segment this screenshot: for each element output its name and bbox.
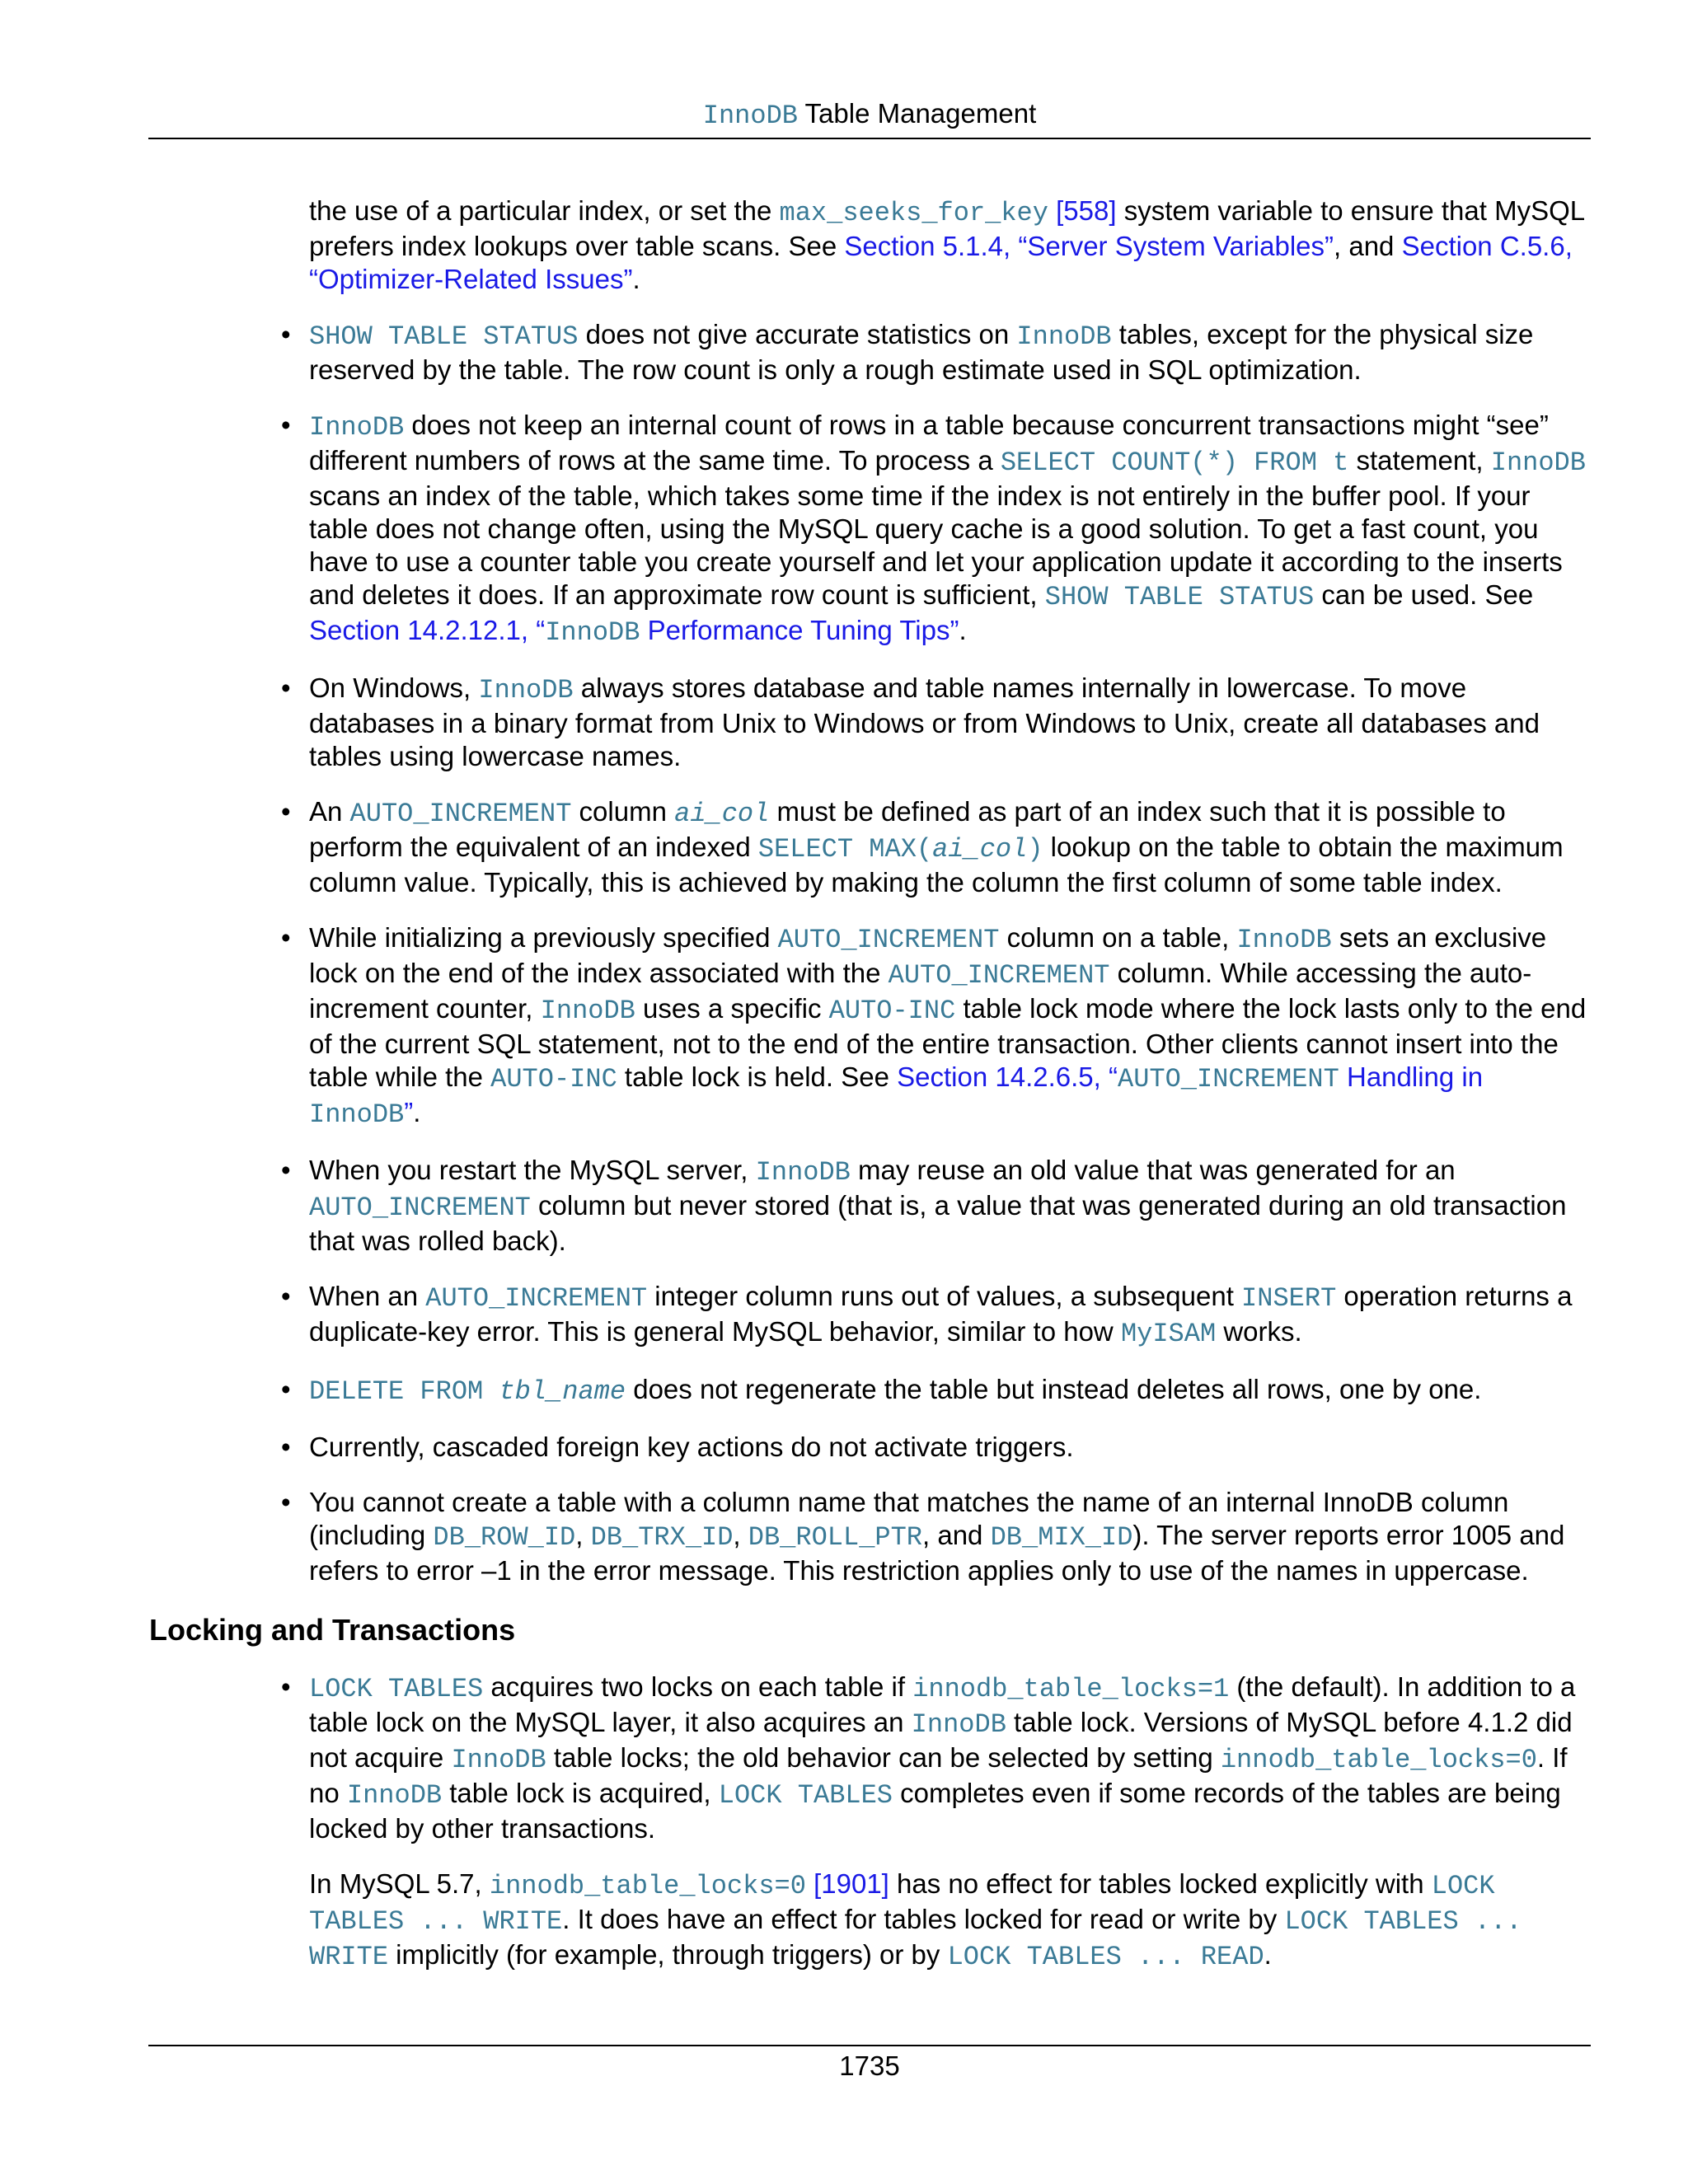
link-code: AUTO_INCREMENT bbox=[1117, 1064, 1339, 1094]
header-rule bbox=[148, 138, 1591, 139]
page-number: 1735 bbox=[839, 2050, 900, 2081]
code-max-seeks-for-key: max_seeks_for_key bbox=[779, 198, 1048, 228]
text: column but never stored (that is, a value that was generated during an old transaction that was rolled back). bbox=[309, 1190, 1567, 1256]
link-558[interactable]: [558] bbox=[1048, 195, 1117, 226]
text: statement, bbox=[1348, 445, 1491, 476]
page-header bbox=[148, 97, 1591, 133]
code: InnoDB bbox=[540, 996, 635, 1026]
link-server-system-variables[interactable]: Section 5.1.4, “Server System Variables” bbox=[844, 231, 1334, 261]
code: LOCK TABLES bbox=[718, 1780, 893, 1811]
text: . bbox=[959, 615, 967, 645]
code: MyISAM bbox=[1120, 1319, 1217, 1349]
text: does not give accurate statistics on bbox=[578, 319, 1017, 349]
list-item bbox=[309, 1280, 1595, 1351]
code: LOCK TABLES ... WRITE bbox=[309, 1906, 1522, 1972]
code: AUTO_INCREMENT bbox=[888, 960, 1110, 991]
header-code: InnoDB bbox=[702, 101, 798, 131]
code: DB_TRX_ID bbox=[590, 1522, 734, 1553]
text: Currently, cascaded foreign key actions do not activate triggers. bbox=[309, 1432, 1074, 1462]
text: , bbox=[733, 1520, 748, 1550]
code: LOCK TABLES bbox=[309, 1674, 484, 1704]
text: must be defined as part of an index such that it is possible to perform the equivalent of an indexed bbox=[309, 796, 1506, 862]
code: AUTO_INCREMENT bbox=[349, 799, 572, 829]
code: DB_ROLL_PTR bbox=[748, 1522, 922, 1553]
code: SELECT COUNT(*) FROM t bbox=[1000, 448, 1349, 478]
code: InnoDB bbox=[1490, 448, 1586, 478]
link-optimizer-related-issues[interactable]: Section C.5.6, “Optimizer-Related Issues” bbox=[309, 231, 1573, 294]
code: DELETE FROM bbox=[309, 1376, 499, 1407]
code-variable: tbl_name bbox=[499, 1376, 626, 1407]
text: always stores database and table names internally in lowercase. To move databases in a binary format from Unix to Windows or from Windows to Unix, create all databases and tables using lowercase names. bbox=[309, 673, 1540, 771]
text: . bbox=[1264, 1939, 1272, 1970]
section-heading: Locking and Transactions bbox=[149, 1613, 516, 1647]
text: . It does have an effect for tables locked for read or write by bbox=[562, 1904, 1285, 1934]
text: may reuse an old value that was generated for an bbox=[850, 1155, 1456, 1185]
list-item bbox=[309, 1373, 1595, 1408]
text: table locks; the old behavior can be selected by setting bbox=[546, 1742, 1221, 1773]
text: , and bbox=[1334, 231, 1402, 261]
code: SHOW TABLE STATUS bbox=[1044, 582, 1315, 612]
list-item bbox=[309, 409, 1595, 649]
text: acquires two locks on each table if bbox=[483, 1671, 913, 1702]
code: innodb_table_locks=1 bbox=[912, 1674, 1230, 1704]
code: AUTO-INC bbox=[828, 996, 956, 1026]
text: . bbox=[413, 1097, 421, 1127]
page-content bbox=[149, 194, 1595, 1974]
text: table lock mode where the lock lasts only to the end of the current SQL statement, not to the end of the entire transaction. Other clients cannot insert into the table while the bbox=[309, 993, 1587, 1092]
link-code: InnoDB bbox=[309, 1099, 405, 1130]
list-item bbox=[309, 1431, 1595, 1464]
link-text: Handling in bbox=[1339, 1062, 1484, 1092]
text: table lock is held. See bbox=[617, 1062, 898, 1092]
text: , bbox=[575, 1520, 591, 1550]
code: AUTO_INCREMENT bbox=[777, 925, 1000, 955]
header-title: Table Management bbox=[797, 98, 1037, 129]
text: completes even if some records of the tables are being locked by other transactions. bbox=[309, 1778, 1561, 1844]
locking-list bbox=[309, 1671, 1595, 1845]
text: . If no bbox=[309, 1742, 1568, 1808]
text: In MySQL 5.7, bbox=[309, 1868, 490, 1899]
text: When you restart the MySQL server, bbox=[309, 1155, 756, 1185]
list-item bbox=[309, 1486, 1595, 1587]
code-variable: ai_col bbox=[674, 799, 770, 829]
link-text: ” bbox=[404, 1097, 414, 1127]
text: operation returns a duplicate-key error. This is general MySQL behavior, similar to how bbox=[309, 1281, 1573, 1347]
locking-paragraph bbox=[309, 1868, 1595, 1974]
code: SHOW TABLE STATUS bbox=[309, 321, 579, 352]
text: works. bbox=[1216, 1316, 1302, 1347]
link-1901[interactable]: [1901] bbox=[805, 1868, 889, 1899]
code: InnoDB bbox=[1236, 925, 1332, 955]
code: AUTO_INCREMENT bbox=[425, 1283, 648, 1314]
code: DB_ROW_ID bbox=[433, 1522, 576, 1553]
code: INSERT bbox=[1241, 1283, 1337, 1314]
text: tables, except for the physical size reserved by the table. The row count is only a rough estimate used in SQL optimization. bbox=[309, 319, 1534, 385]
code: InnoDB bbox=[1016, 321, 1112, 352]
code: innodb_table_locks=0 bbox=[1220, 1745, 1537, 1775]
link-text: Performance Tuning Tips” bbox=[640, 615, 959, 645]
text: system variable to ensure that MySQL prefers index lookups over table scans. See bbox=[309, 195, 1584, 261]
code: ) bbox=[1027, 834, 1043, 865]
code: InnoDB bbox=[346, 1780, 443, 1811]
footer-rule bbox=[148, 2045, 1591, 2046]
code: innodb_table_locks=0 bbox=[489, 1871, 806, 1901]
text: scans an index of the table, which takes some time if the index is not entirely in the buffer pool. If your table does not change often, using the MySQL query cache is a good solution. To get a fast count, you have to use a counter table you create yourself and let your application update it according to the inserts and deletes it does. If an approximate row count is sufficient, bbox=[309, 480, 1563, 610]
text: integer column runs out of values, a subsequent bbox=[647, 1281, 1242, 1311]
text: sets an exclusive lock on the end of the index associated with the bbox=[309, 922, 1547, 988]
text: You cannot create a table with a column name that matches the name of an internal InnoDB column (including bbox=[309, 1487, 1509, 1550]
code: InnoDB bbox=[755, 1157, 851, 1188]
text: table lock. Versions of MySQL before 4.1.2 did not acquire bbox=[309, 1707, 1573, 1773]
code: InnoDB bbox=[478, 675, 574, 705]
text: has no effect for tables locked explicitly with bbox=[889, 1868, 1432, 1899]
list-item bbox=[309, 1154, 1595, 1258]
text: , and bbox=[922, 1520, 991, 1550]
text: lookup on the table to obtain the maximum column value. Typically, this is achieved by making the column the first column of some table index. bbox=[309, 832, 1564, 898]
restrictions-list bbox=[309, 318, 1595, 1587]
text: does not regenerate the table but instead deletes all rows, one by one. bbox=[626, 1374, 1482, 1404]
link-text: Section 14.2.12.1, “ bbox=[309, 615, 546, 645]
list-item bbox=[309, 1671, 1595, 1845]
code-variable: ai_col bbox=[932, 834, 1028, 865]
text: While initializing a previously specified bbox=[309, 922, 778, 953]
text: On Windows, bbox=[309, 673, 479, 703]
code: InnoDB bbox=[309, 412, 405, 443]
code: AUTO_INCREMENT bbox=[309, 1193, 531, 1223]
text: column. While accessing the auto-increment counter, bbox=[309, 958, 1532, 1024]
text: column bbox=[571, 796, 675, 827]
list-item bbox=[309, 672, 1595, 773]
list-item bbox=[309, 795, 1595, 899]
text: can be used. See bbox=[1314, 579, 1534, 610]
intro-paragraph bbox=[309, 194, 1595, 296]
link-innodb-performance-tuning-tips[interactable] bbox=[309, 615, 959, 648]
text: When an bbox=[309, 1281, 426, 1311]
code: LOCK TABLES ... WRITE bbox=[309, 1871, 1495, 1937]
text: the use of a particular index, or set the bbox=[309, 195, 780, 226]
code: InnoDB bbox=[451, 1745, 546, 1775]
text: ). The server reports error 1005 and refers to error –1 in the error message. This restriction applies only to use of the names in uppercase. bbox=[309, 1520, 1565, 1586]
code: SELECT MAX( bbox=[757, 834, 933, 865]
list-item bbox=[309, 921, 1595, 1132]
code: AUTO-INC bbox=[490, 1064, 617, 1094]
text: (the default). In addition to a table lock on the MySQL layer, it also acquires an bbox=[309, 1671, 1576, 1737]
list-item bbox=[309, 318, 1595, 387]
text: does not keep an internal count of rows in a table because concurrent transactions might “see” different numbers of rows at the same time. To process a bbox=[309, 410, 1549, 476]
text: implicitly (for example, through triggers) or by bbox=[388, 1939, 948, 1970]
text: . bbox=[632, 264, 640, 294]
text: uses a specific bbox=[635, 993, 829, 1024]
text: An bbox=[309, 796, 350, 827]
text: table lock is acquired, bbox=[442, 1778, 719, 1808]
code: DB_MIX_ID bbox=[990, 1522, 1133, 1553]
code: InnoDB bbox=[911, 1709, 1006, 1740]
link-code: InnoDB bbox=[545, 617, 640, 648]
link-text: Section 14.2.6.5, “ bbox=[897, 1062, 1118, 1092]
text: column on a table, bbox=[999, 922, 1237, 953]
code: LOCK TABLES ... READ bbox=[947, 1942, 1264, 1972]
